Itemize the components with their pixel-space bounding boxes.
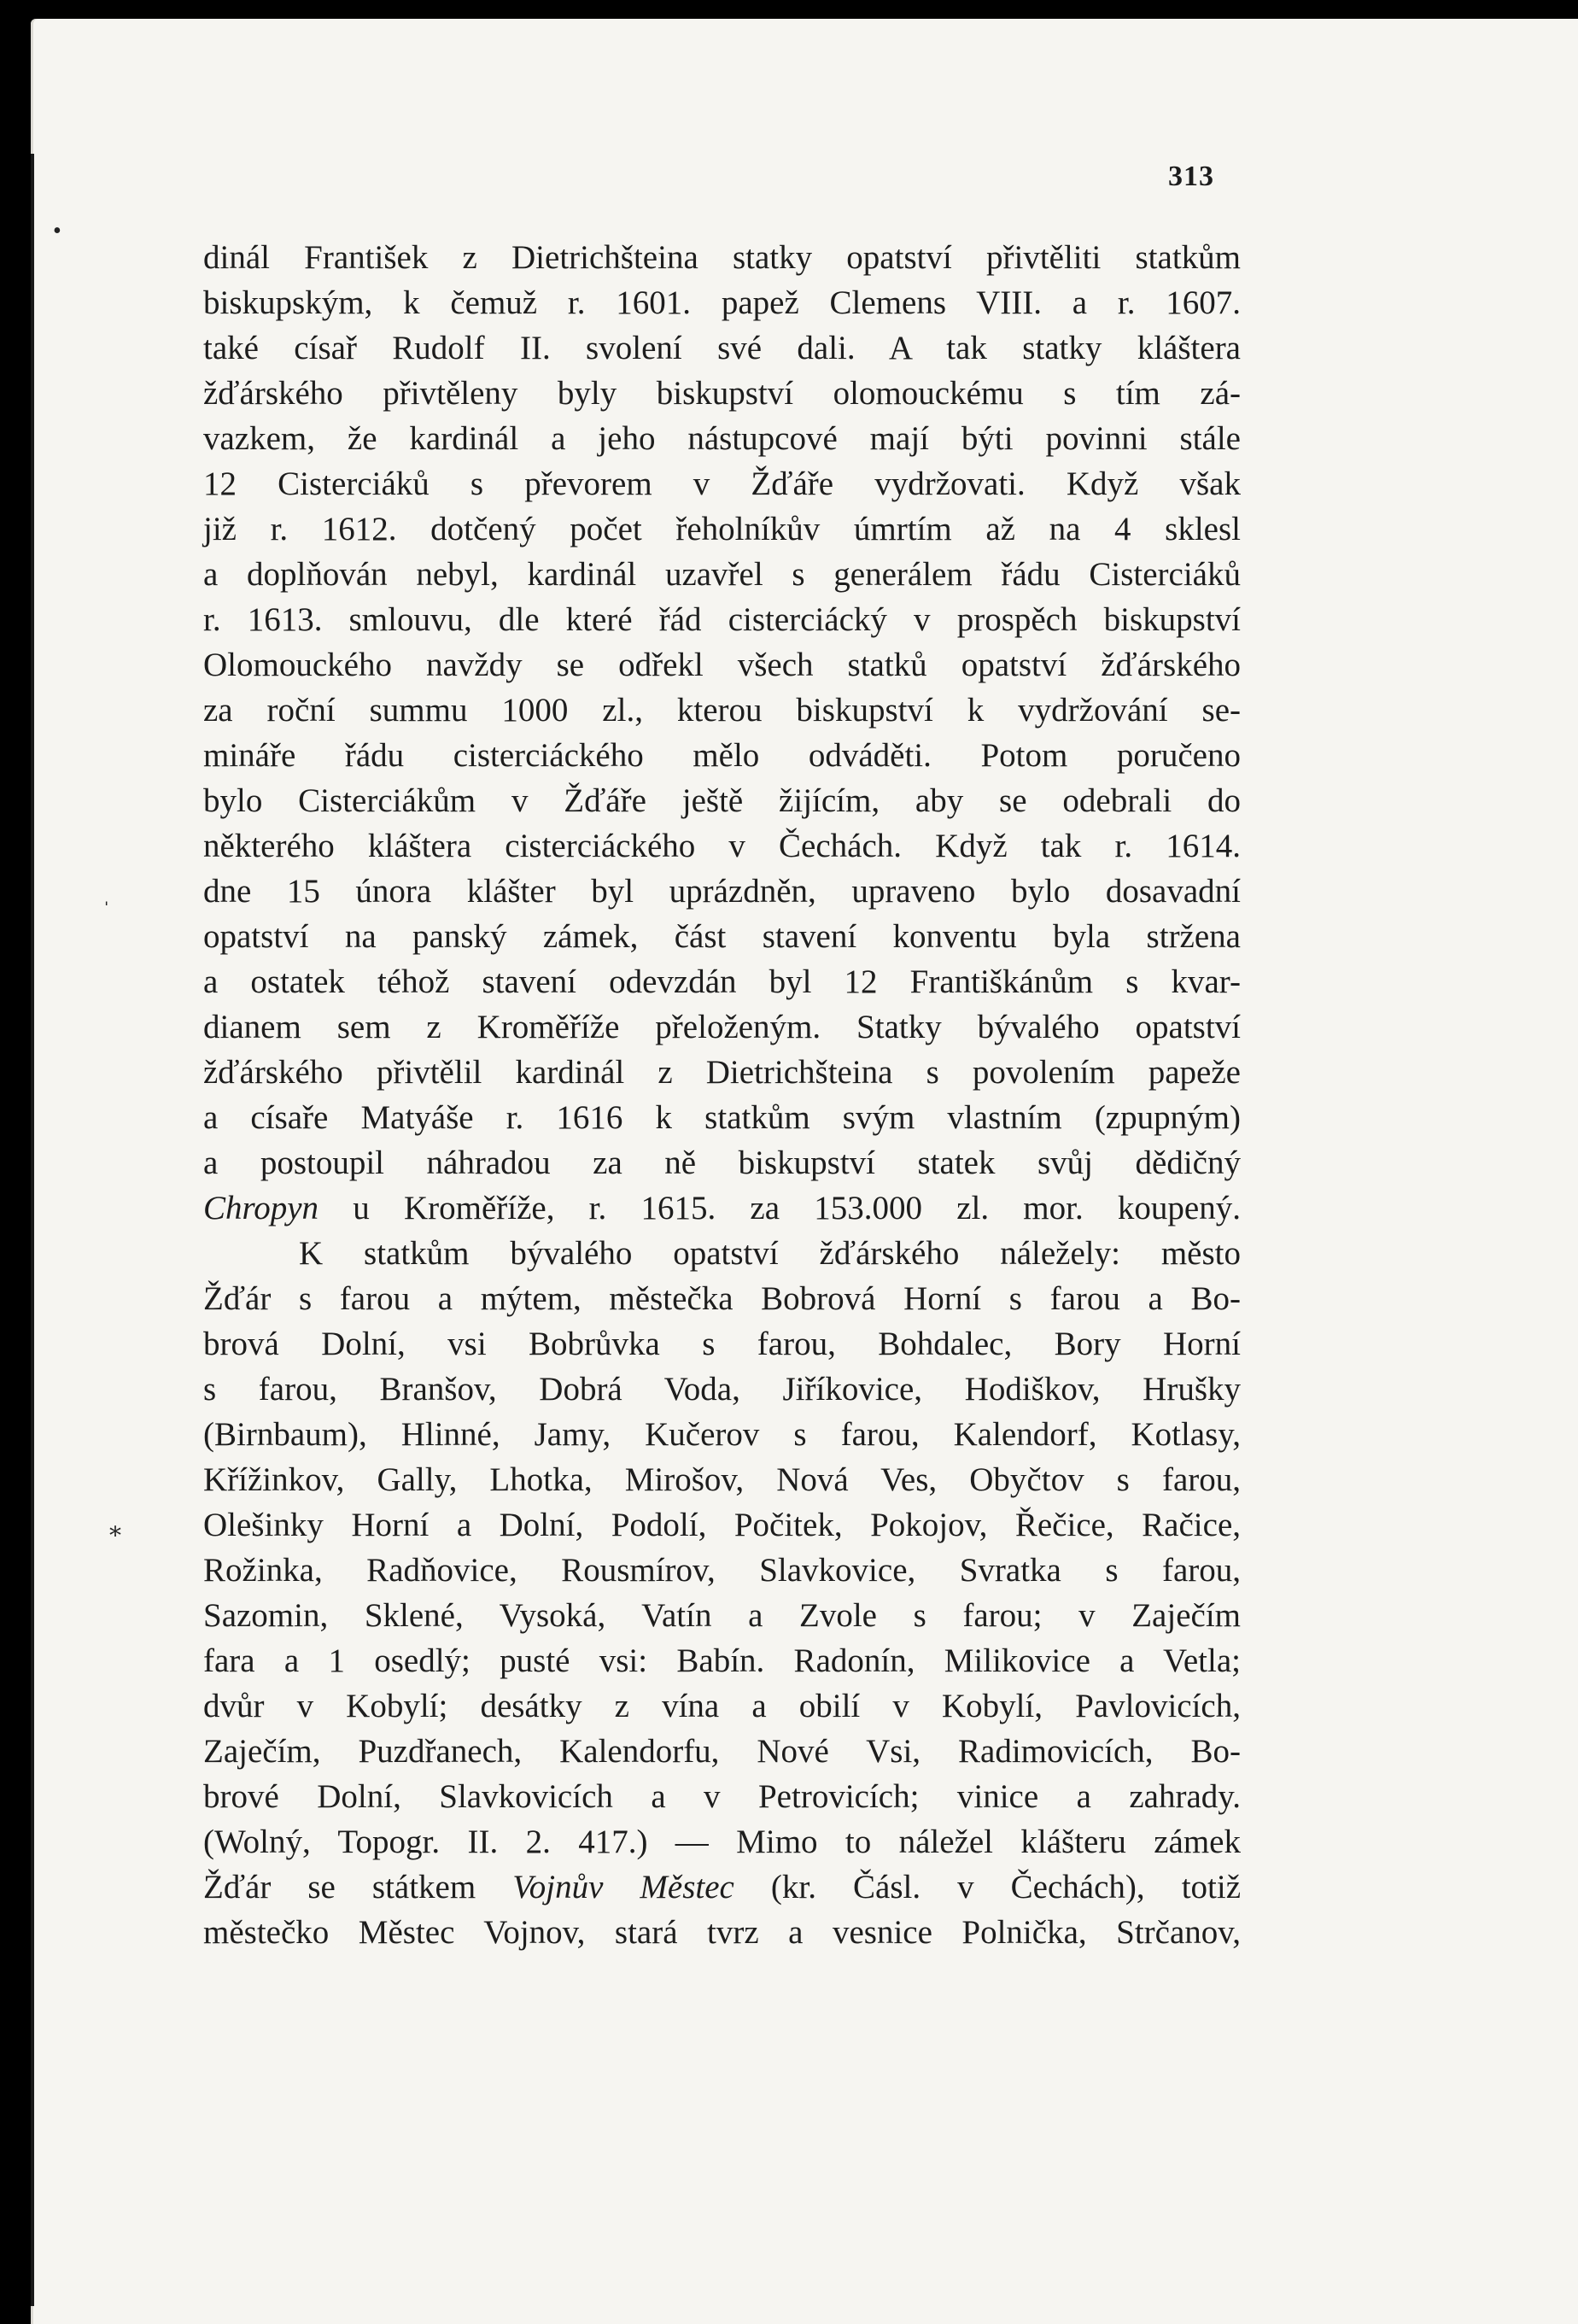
text-segment: (kr. Čásl. v Čechách), totiž [733, 1869, 1242, 1905]
text-line: městečko Městec Vojnov, stará tvrz a vesnice Polnička, Strčanov, [203, 1914, 1241, 1951]
page-number: 313 [1168, 161, 1214, 192]
text-line: a ostatek téhož stavení odevzdán byl 12 Františkánům s kvar- [203, 963, 1241, 1000]
text-line: dinál František z Dietrichšteina statky opatství přivtěliti statkům [203, 239, 1241, 276]
text-line: dne 15 února klášter byl uprázdněn, upraveno bylo dosavadní [203, 873, 1241, 910]
text-line: Sazomin, Sklené, Vysoká, Vatín a Zvole s farou; v Zaječím [203, 1597, 1241, 1634]
text-line [203, 1864, 1241, 1910]
text-line: některého kláštera cisterciáckého v Čechách. Když tak r. 1614. [203, 828, 1241, 864]
text-line: také císař Rudolf II. svolení své dali. A tak statky kláštera [203, 330, 1241, 366]
text-line: žďárského přivtěleny byly biskupství olomouckému s tím zá- [203, 375, 1241, 412]
text-line [203, 1185, 1241, 1231]
text-line: dvůr v Kobylí; desátky z vína a obilí v Kobylí, Pavlovicích, [203, 1688, 1241, 1724]
text-line: Rožinka, Radňovice, Rousmírov, Slavkovice, Svratka s farou, [203, 1552, 1241, 1589]
text-line: Křížinkov, Gally, Lhotka, Mirošov, Nová Ves, Obyčtov s farou, [203, 1461, 1241, 1498]
text-line: žďárského přivtělil kardinál z Dietrichšteina s povolením papeže [203, 1054, 1241, 1091]
text-line: a císaře Matyáše r. 1616 k statkům svým vlastním (zpupným) [203, 1099, 1241, 1136]
text-line: biskupským, k čemuž r. 1601. papež Clemens VIII. a r. 1607. [203, 284, 1241, 321]
text-line: brová Dolní, vsi Bobrůvka s farou, Bohdalec, Bory Horní [203, 1326, 1241, 1362]
text-line: Olomouckého navždy se odřekl všech statků opatství žďárského [203, 647, 1241, 683]
text-line: s farou, Branšov, Dobrá Voda, Jiříkovice, Hodiškov, Hrušky [203, 1371, 1241, 1408]
text-line: Žďár s farou a mýtem, městečka Bobrová Horní s farou a Bo- [203, 1280, 1241, 1317]
text-line: K statkům bývalého opatství žďárského náležely: město [299, 1235, 1241, 1272]
text-line: mináře řádu cisterciáckého mělo odváděti. Potom poručeno [203, 737, 1241, 774]
text-line: dianem sem z Kroměříže přeloženým. Statky bývalého opatství [203, 1009, 1241, 1045]
text-segment: Žďár se státkem [203, 1869, 513, 1905]
text-line: Olešinky Horní a Dolní, Podolí, Počitek, Pokojov, Řečice, Račice, [203, 1507, 1241, 1543]
italic-place-name: Vojnův Městec [512, 1869, 734, 1905]
text-line: opatství na panský zámek, část stavení konventu byla stržena [203, 918, 1241, 955]
body-text [203, 235, 1241, 1955]
text-line: 12 Cisterciáků s převorem v Žďáře vydržovati. Když však [203, 465, 1241, 502]
margin-dot: • [53, 218, 61, 244]
text-line: bylo Cisterciákům v Žďáře ještě žijícím, aby se odebrali do [203, 782, 1241, 819]
italic-place-name: Chropyn [203, 1190, 319, 1226]
text-line: již r. 1612. dotčený počet řeholníkův úmrtím až na 4 sklesl [203, 511, 1241, 547]
text-line: Zaječím, Puzdřanech, Kalendorfu, Nové Vsi, Radimovicích, Bo- [203, 1733, 1241, 1770]
text-line: r. 1613. smlouvu, dle které řád cisterciácký v prospěch biskupství [203, 601, 1241, 638]
margin-asterisk: ⁎ [109, 1515, 121, 1542]
text-line: brové Dolní, Slavkovicích a v Petrovicích; vinice a zahrady. [203, 1778, 1241, 1815]
text-segment: u Kroměříže, r. 1615. za 153.000 zl. mor. koupený. [319, 1190, 1241, 1226]
text-line: (Birnbaum), Hlinné, Jamy, Kučerov s farou, Kalendorf, Kotlasy, [203, 1416, 1241, 1453]
margin-tick: ˌ [102, 880, 111, 906]
text-line: za roční summu 1000 zl., kterou biskupství k vydržování se- [203, 692, 1241, 729]
page-edge-line [31, 154, 34, 2306]
text-line: fara a 1 osedlý; pusté vsi: Babín. Radonín, Milikovice a Vetla; [203, 1642, 1241, 1679]
text-line: (Wolný, Topogr. II. 2. 417.) — Mimo to náležel klášteru zámek [203, 1823, 1241, 1860]
text-line: vazkem, že kardinál a jeho nástupcové mají býti povinni stále [203, 420, 1241, 457]
text-line: a postoupil náhradou za ně biskupství statek svůj dědičný [203, 1144, 1241, 1181]
text-line: a doplňován nebyl, kardinál uzavřel s generálem řádu Cisterciáků [203, 556, 1241, 593]
